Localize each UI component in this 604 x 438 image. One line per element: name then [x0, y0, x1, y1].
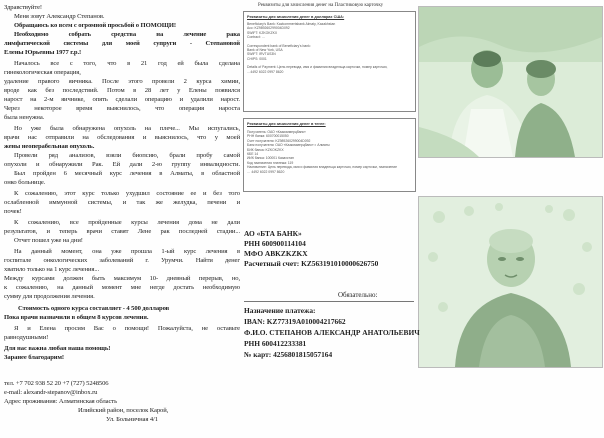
letter-line: жены неоперабельная опухоль. — [4, 143, 95, 150]
letter-line: результатов, и теперь врачи ставят Лене рак последней стадии... — [4, 228, 240, 235]
letter-line: Необходимо собрать средства на лечение рака — [14, 31, 240, 38]
purpose-iban: IBAN: KZ77319A010004217662 — [244, 318, 346, 326]
contact-email: e-mail: alexandr-stepanov@inbox.ru — [4, 389, 98, 396]
letter-line: На данный момент, она уже прошла 1-ый курс лечения в — [14, 248, 240, 255]
divider — [244, 301, 414, 302]
letter-line: врачи нас отправили на обследования и выяснилось, что у моей — [4, 134, 240, 141]
usd-title: Реквизиты для зачисления денег в долларах США: — [247, 15, 345, 19]
kzt-title: Реквизиты для зачисления денег в тенге: — [247, 122, 326, 126]
usd-line: Acc: KZ989260299004D092 — [247, 26, 290, 31]
letter-line: гинекологическая операция, — [4, 69, 81, 76]
letter-line: вроде как без последствий. Потом в 28 лет у Елены появился — [4, 87, 240, 94]
kzt-line: Код назначения платежа: 119 — [247, 160, 294, 165]
letter-line: лимфатической системы для моей супруги - Степановой — [4, 40, 240, 47]
kzt-line: Счет получателя: KZ989260299004D092 — [247, 138, 311, 143]
bank-name: АО «БТА БАНК» — [244, 230, 302, 238]
purpose-name: Ф.И.О. СТЕПАНОВ АЛЕКСАНДР АНАТОЛЬЕВИЧ — [244, 329, 420, 337]
greeting: Здравствуйте! — [4, 4, 43, 11]
letter-line: госпитале онкологических заболеваний г. Урумчи. Найти денег — [4, 257, 240, 264]
letter-line: ослабленной иммунной системы, и так же желудка, печени и — [4, 199, 240, 206]
kzt-line: … 4492 6022 0997 8620 — [247, 169, 285, 174]
bank-account: Расчетный счет: KZ563191010000626750 — [244, 260, 379, 268]
letter-line: Я и Елена просим Вас о помощи! Пожалуйста, не оставьте — [14, 325, 240, 332]
purpose-title: Назначение платежа: — [244, 307, 316, 315]
purpose-card: № карт: 4256801815057164 — [244, 351, 333, 359]
usd-requisites-box — [243, 11, 416, 112]
letter-line: К сожалению, этот курс только ухудшил состояние ее и без того — [14, 190, 240, 197]
patient-photo — [418, 196, 603, 368]
kzt-requisites-box — [243, 118, 416, 192]
kzt-line: Банк получателя: ОАО «Казкоммерцбанк» г. Алматы — [247, 143, 330, 148]
usd-line: Bank of New York, USA — [247, 48, 283, 53]
purpose-rnn: РНН 600412233381 — [244, 340, 307, 348]
kzt-lines — [247, 130, 413, 174]
usd-line: Beneficiary's Bank: Kazkommertsbank Almaty, Kazakhstan — [247, 22, 336, 26]
kzt-line: РНН банка: 600700015050 — [247, 134, 289, 139]
usd-line: …4492 6022 0997 8620 — [247, 69, 284, 74]
letter-line: сумму для продолжения лечения. — [4, 293, 95, 300]
letter-line: нарост на 2-м яичнике, опять сделали операцию и удалили нарост. — [4, 96, 240, 103]
letter-line: онко больнице. — [4, 179, 46, 186]
kzt-line: БИК банка: KZKOKZKX — [247, 147, 284, 152]
letter-line: Меня зовут Александр Степанов. — [14, 13, 105, 20]
letter-line: Между курсами должен быть максимум 10- дневный перерыв, но, — [4, 275, 240, 282]
couple-photo — [418, 6, 603, 158]
letter-line: Через некоторое время выяснилось, что операция нароста — [4, 105, 240, 112]
contact-address: Ул. Больничная 4/1 — [106, 416, 158, 423]
letter-line: К сожалению, все пройденные курсы лечения дома не дали — [14, 219, 240, 226]
required-label: Обязательно: — [338, 291, 378, 299]
contact-address: Адрес проживания: Алматинская область — [4, 398, 117, 405]
letter-line: Елены Юрьевны 1977 г.р.! — [4, 49, 82, 56]
bank-rnn: РНН 600900114104 — [244, 240, 306, 248]
usd-line: Correspondent bank of Beneficiary's bank: — [247, 43, 311, 48]
letter-line: Но уже была обнаружена опухоль на плече... Мы испугались, — [14, 125, 240, 132]
bank-mfo: МФО ABKZKZKX — [244, 250, 308, 258]
contact-address: Илийский район, поселок Карой, — [78, 407, 169, 414]
letter-line: Заранее благодарим! — [4, 354, 64, 361]
letter-line: была ненужна. — [4, 114, 45, 121]
contact-phone: тел. +7 702 938 52 20 +7 (727) 5248506 — [4, 380, 109, 387]
letter-line: Началось все с того, что в 21 год ей была сделана — [14, 60, 240, 67]
letter-line: к сожалению, на данный момент мне негде достать необходимую — [4, 284, 240, 291]
letter-line: Провели ряд анализов, взяли биопсию, брали пробу самой — [14, 152, 240, 159]
usd-line: CHIPS: 0001 — [247, 56, 267, 61]
kzt-line: Получатель: ОАО «Казкоммерцбанк» — [247, 130, 306, 134]
letter-line: Был пройден 6 месячный курс лечения в Алматы, в областной — [14, 170, 240, 177]
letter-line: Стоимость одного курса составляет - 4 500 долларов — [18, 305, 170, 312]
letter-line: Пока врачи назначили в общем 8 курсов лечения. — [4, 314, 149, 321]
kzt-line: Назначение: Цель перевода, имя и фамилия владельца карточки, номер карточки, назначение — [247, 165, 398, 170]
usd-line: Details of Payment: Цель перевода, имя и фамилия владельца карточки, номер карточки, — [247, 65, 388, 70]
letter-line: Отчет пошел уже на дни! — [14, 237, 83, 244]
letter-line: равнодушными! — [4, 334, 49, 341]
letter-line: Для нас важна любая наша помощь! — [4, 345, 111, 352]
letter-line: почек! — [4, 208, 22, 215]
patient-photo-image — [419, 197, 602, 367]
usd-line: SWIFT: IRVTUS3N — [247, 52, 276, 57]
letter-line: опухоли и обнаружили Рак. Ей дали 2-ю группу инвалидности. — [4, 161, 240, 168]
usd-lines — [247, 22, 413, 74]
letter-line: удаление правого яичника. После этого провели 2 курса химии, — [4, 78, 240, 85]
usd-line: Contract: … — [247, 35, 266, 40]
couple-photo-image — [419, 7, 602, 157]
usd-line: SWIFT: KZKOKZKX — [247, 30, 278, 35]
kzt-line: ИИК банка: 100001 Казахстан — [247, 156, 294, 161]
requisites-header: Реквизиты для зачисления денег на Пластиковую карточку — [258, 3, 384, 8]
letter-line: хватило только на 1 курс лечения... — [4, 266, 99, 273]
kzt-line: КБЕ 14 — [247, 152, 259, 157]
letter-line: Обращаюсь ко всем с огромной просьбой о ПОМОЩИ! — [14, 22, 177, 29]
